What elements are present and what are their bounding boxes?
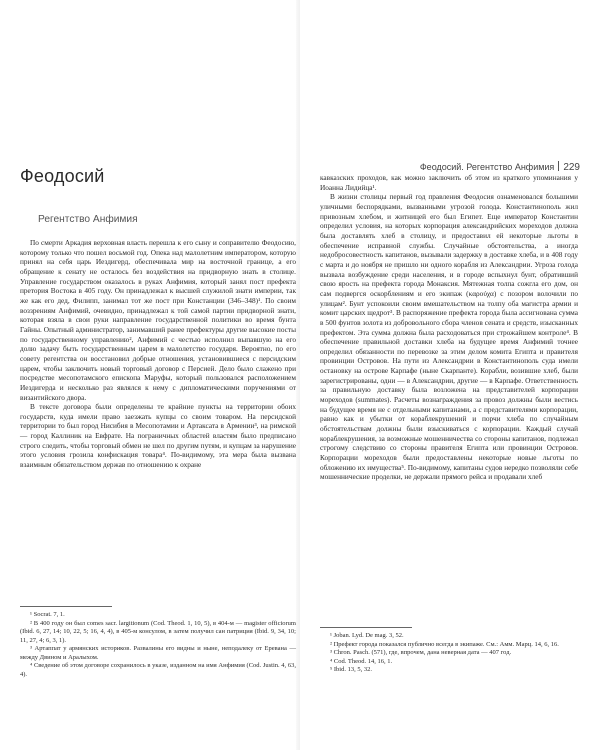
footnote: ⁴ Сведение об этом договоре сохранилось в указе, изданном на имя Анфимия (Cod. Justin. 4, 63, 4).: [20, 662, 296, 678]
right-footnotes: [320, 632, 578, 675]
running-head-title: Феодосий. Регентство Анфимия: [419, 162, 555, 172]
running-head-divider: [558, 161, 559, 171]
paragraph: В жизни столицы первый год правления Феодосия ознаменовался большими уличными беспорядками, вызванными угрозой голода. Константинополь жил привозным хлебом, и житницей его был Египет. Еще император Константин определил условия, на которых корпорация александрийских мореходов должна была доставлять хлеб в столицу, и предоставил ей некоторые льготы в обеспечение исправной службы. Случайные обстоятельства, а иногда недобросовестность капитанов, вызывали задержку в доставке хлеба, и в 408 году с марта и до ноября не пришло ни одного корабля из Александрии. Угроза голода вызвала возбуждение среди населения, и в городе вспыхнул бунт, обративший свою ярость на префекта города Монаксия. Мятежная толпа сожгла его дом, он сам подвергся оскорблениям и его экипаж (καρούχα) с позором волочили по улицам². Бунт успокоили своим вмешательством на толпу оба магистра армии и комит царских щедрот³. В распоряжение префекта города была ассигнована сумма в 500 фунтов золота из добровольного сбора членов сената и средств, изысканных префектом. Эта сумма должна была расходоваться при строжайшем контроле⁴. В обеспечение правильной доставки хлеба на будущее время Анфимий точнее определил обязанности по перевозке за этим делом комита Египта и правителя провинции Островов. На пути из Александрии в Константинополь суда имели остановку на острове Карпафе (ныне Скарпанте). Корабли, возившие хлеб, были зарегистрированы, одни — в Александрии, другие — в Карпафе. Ответственность за правильную доставку была возложена на представителей корпорации мореходов (summates). Расчеты вознаграждения за провоз должны были вестись на будущее время не с отдельными капитанами, а с представителями корпорации, равно как и убытки от кораблекрушений и порчи хлеба по случайным обстоятельствам должны были взыскиваться с корпорации. Каждый случай кораблекрушения, за возможные мошенничества со стороны капитанов, подлежал строгому следствию со стороны правителя Египта или провинции Островов. Корпорации мореходов были предоставлены некоторые новые льготы по обложению их имущества⁵. По-видимому, капитаны судов нередко позволяли себе мошеннические проделки, не держали прямого рейса и продавали хлеб: [320, 192, 578, 482]
paragraph: В тексте договора были определены те крайние пункты на территории обоих государств, куда имели право заезжать купцы со своим товаром. На персидской территории то был город Нисибия в Месопотамии и Артаксата в Армении³, на римской — город Каллиник на Евфрате. На пограничных областей властям было предписано строго следить, чтобы торговый обмен не шел по другим путям, и купцам за нарушение этого условия грозила конфискация товара⁴. По-видимому, эта мера была вызвана взаимным обязательством держав по отношению к охране: [20, 402, 296, 470]
right-page: [300, 0, 600, 750]
footnote: ¹ Joban. Lyd. De mag. 3, 52.: [330, 632, 404, 639]
footnote: ³ Артаппат у армянских историков. Развалины его видны и ныне, неподалеку от Еревана — между Двином и Аралыхом.: [20, 645, 296, 661]
running-head: [420, 161, 580, 173]
footnote: ⁵ Ibid. 13, 5, 32.: [330, 666, 372, 673]
footnote: ³ Chron. Pasch. (571), где, впрочем, дана неверная дата — 407 год.: [330, 649, 512, 656]
paragraph: кавказских проходов, как можно заключить об этом из краткого упоминания у Иоанна Лидийца¹.: [320, 173, 578, 192]
footnote: ² В 400 году он был comes sacr. largitionum (Cod. Theod. 1, 10, 5), в 404-м — magister officiorum (Ibid. 6, 27, 14; 10, 22, 5; 16, 4, 4), в 405-м консулом, в затем получил сан патриция (Ibid. 9, 34, 10; 11, 27, 4; 6, 3, 1).: [20, 619, 296, 644]
left-footnotes: [20, 611, 296, 679]
section-title: Регентство Анфимия: [38, 214, 138, 225]
footnote-rule: [320, 627, 412, 628]
footnote: ⁴ Cod. Theod. 14, 16, 1.: [330, 657, 393, 665]
page-number: 229: [563, 162, 580, 173]
right-body-text: [320, 173, 578, 482]
left-body-text: [20, 238, 296, 470]
footnote-rule: [20, 606, 112, 607]
footnote: ² Префект города показался публично всегда в экипаже. См.: Амм. Марц. 14, 6, 16.: [330, 640, 559, 648]
paragraph: По смерти Аркадия верховная власть перешла к его сыну и соправителю Феодосию, которому только что пошел восьмой год. Опека над малолетним императором, которую принял на себя царь Иездигерд, обеспечивала мир на восточной границе, а его обращение к сенату не осталось без воздействия на придворную знать в столице. Управление государством оказалось в руках Анфимия, который занял пост префекта претория Востока в 405 году. Он принадлежал к высшей служилой знати империи, так же как его дед, Филипп, занимал тот же пост при Констанции (346–348)¹. По своим воззрениям Анфимий, очевидно, принадлежал к той самой партии придворной знати, которая взяла в свои руки направление государственной политики во время бунта Гайны. Опытный администратор, занимавший ранее префектуры другие высокие посты по государственному управлению², Анфимий с честью исполнил выпавшую на его долю задачу быть государственным царем в малолетство государя. Вероятно, по его совету регентства он восстановил добрые отношения, установившиеся с персидским царем, чтобы заключить новый торговый договор с Персией. Дело было слажено при посредстве месопотамского епископа Маруфы, который пользовался расположением Иездигерда и несколько раз являлся к нему с дипломатическими поручениями от византийского двора.: [20, 238, 296, 402]
footnote: ¹ Socrat. 7, 1.: [30, 611, 65, 618]
chapter-title: Феодосий: [20, 166, 105, 186]
